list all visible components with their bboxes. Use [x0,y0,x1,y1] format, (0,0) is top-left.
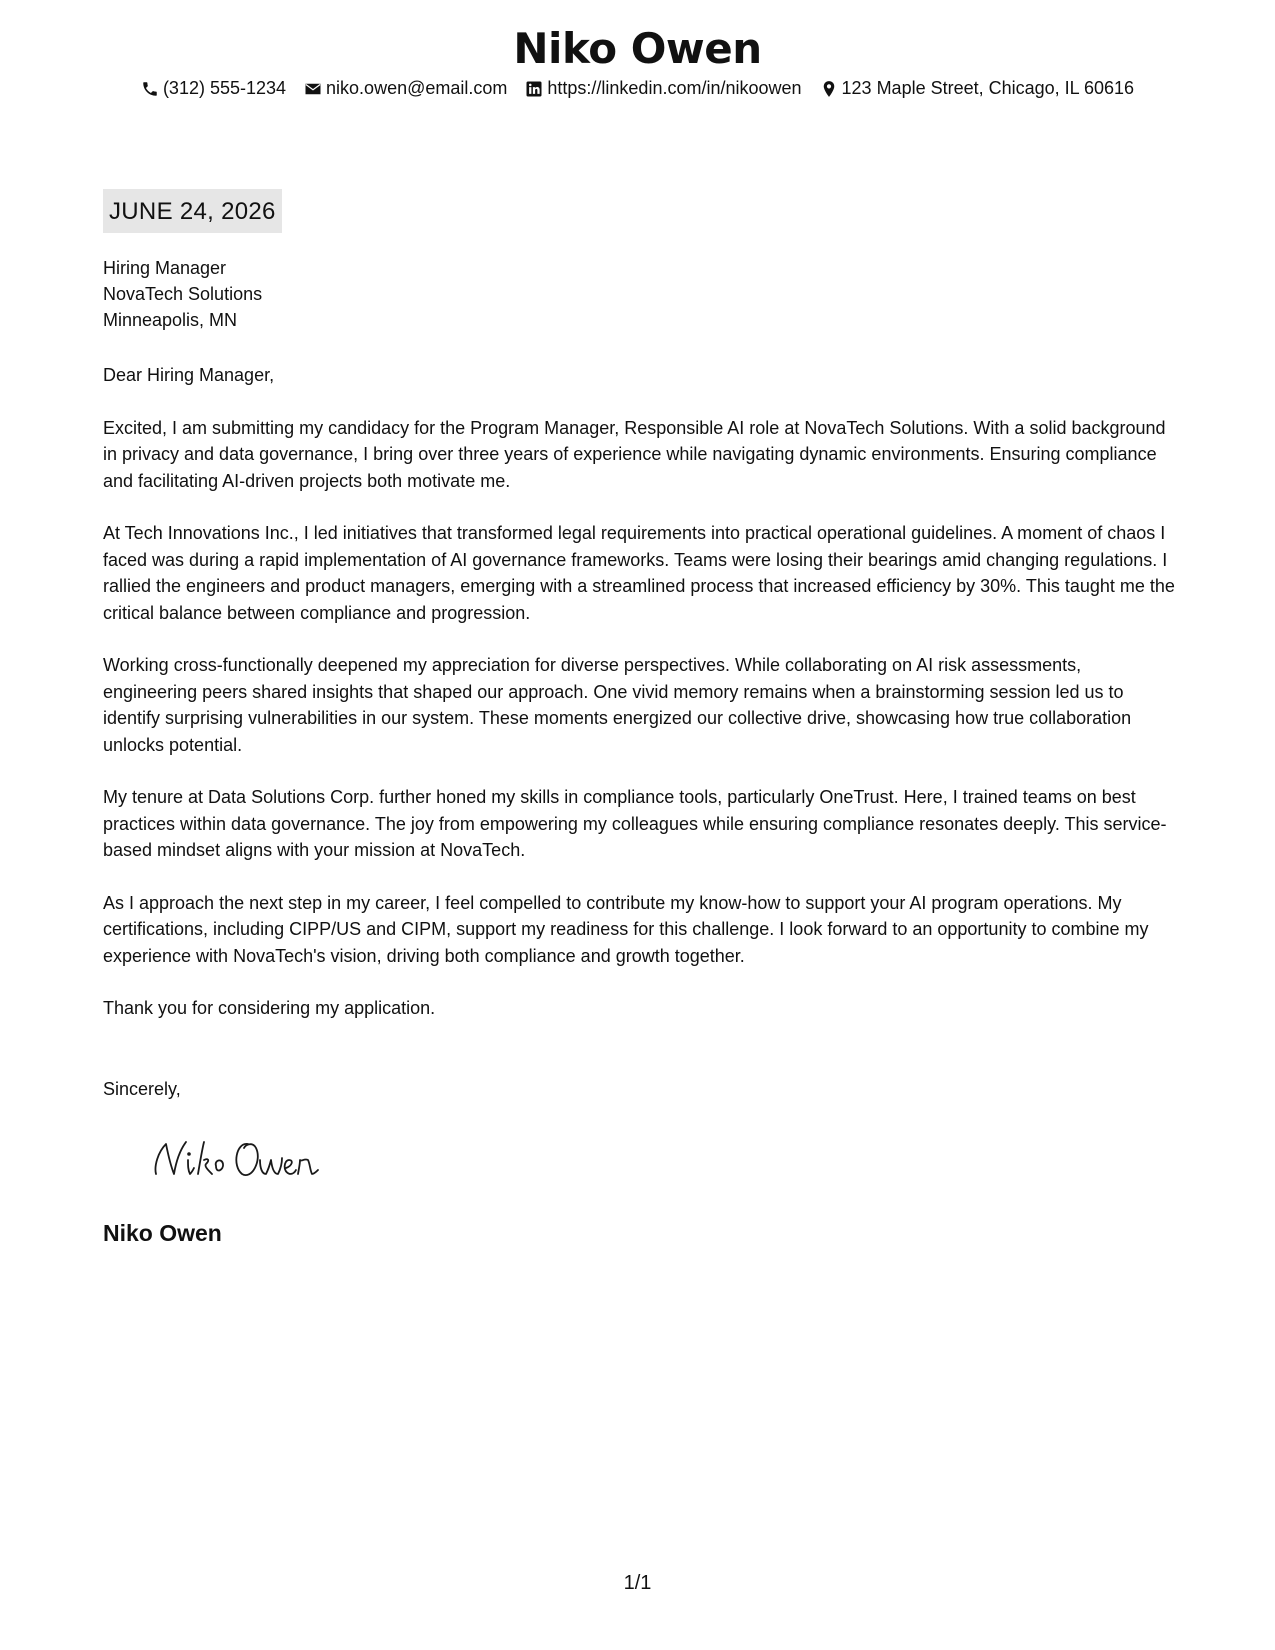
recipient-company: NovaTech Solutions [103,284,263,304]
linkedin-icon [525,80,543,98]
linkedin-text: https://linkedin.com/in/nikoowen [547,78,802,98]
page-number: 1/1 [623,1572,652,1594]
recipient-block [103,255,1178,333]
letter-body [103,362,1178,1048]
letter-date: JUNE 24, 2026 [103,189,282,233]
body-paragraph: Working cross-functionally deepened my appreciation for diverse perspectives. While collaborating on AI risk assessments, engineering peers shared insights that shaped our approach. One vivid memory remains when a brainstorming session led us to identify surprising vulnerabilities in our system. These moments energized our collective drive, showcasing how true collaboration unlocks potential. [103,655,1132,755]
body-paragraph: At Tech Innovations Inc., I led initiatives that transformed legal requirements into practical operational guidelines. A moment of chaos I faced was during a rapid implementation of AI governance frameworks. Teams were losing their bearings amid changing regulations. I rallied the engineers and product managers, emerging with a streamlined process that increased efficiency by 30%. This taught me the critical balance between compliance and progression. [103,523,1175,623]
phone-text: (312) 555-1234 [162,78,287,98]
signature-image [148,1130,348,1190]
email-text: niko.owen@email.com [326,78,508,98]
body-paragraph: Excited, I am submitting my candidacy for the Program Manager, Responsible AI role at NovaTech Solutions. With a solid background in privacy and data governance, I bring over three years of experience while navigating dynamic environments. Ensuring compliance and facilitating AI-driven projects both motivate me. [103,417,1166,491]
signed-name: Niko Owen [103,1220,222,1246]
map-pin-icon [820,80,838,98]
closing-thanks: Thank you for considering my application. [103,998,436,1018]
contact-address [820,78,1135,99]
contact-linkedin[interactable] [525,78,801,99]
envelope-icon [304,80,322,98]
phone-icon [141,80,159,98]
contact-email[interactable] [304,78,507,99]
address-text: 123 Maple Street, Chicago, IL 60616 [841,78,1135,98]
body-paragraph: As I approach the next step in my career, I feel compelled to contribute my know-how to support your AI program operations. My certifications, including CIPP/US and CIPM, support my readiness for this challenge. I look forward to an opportunity to combine my experience with NovaTech's vision, driving both compliance and growth together. [103,892,1149,966]
contact-phone [141,78,286,99]
body-paragraph: My tenure at Data Solutions Corp. further honed my skills in compliance tools, particularly OneTrust. Here, I trained teams on best practices within data governance. The joy from empowering my colleagues while ensuring compliance resonates deeply. This service-based mindset aligns with your mission at NovaTech. [103,787,1167,860]
applicant-name: Niko Owen [513,24,762,73]
letter-header [0,22,1275,99]
contact-bar [0,78,1275,99]
recipient-location: Minneapolis, MN [103,310,238,330]
closing: Sincerely, [103,1079,181,1099]
salutation: Dear Hiring Manager, [103,365,275,385]
recipient-title: Hiring Manager [103,258,227,278]
